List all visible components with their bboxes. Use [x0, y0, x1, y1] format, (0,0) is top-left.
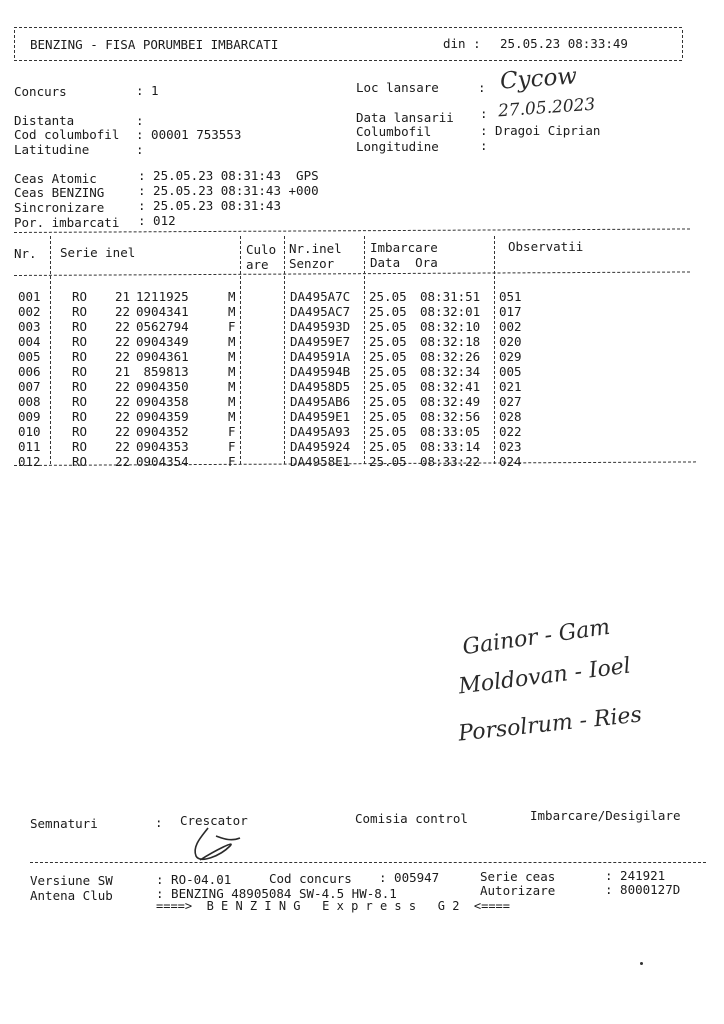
cell-data: 25.05: [369, 408, 407, 424]
cell-ora: 08:32:34: [420, 363, 481, 379]
cell-sex: M: [228, 348, 236, 364]
cell-tara: RO: [72, 438, 88, 454]
cell-nr: 010: [18, 423, 41, 439]
cell-sex: F: [228, 423, 236, 439]
ceas-atomic-value: : 25.05.23 08:31:43 GPS: [138, 168, 319, 183]
imbarcare-desigilare-label: Imbarcare/Desigilare: [530, 808, 681, 823]
data-lansarii-label: Data lansarii: [356, 110, 454, 125]
cell-an: 21: [115, 289, 131, 304]
cell-inel: 0904341: [136, 303, 189, 319]
cell-tara: RO: [72, 348, 88, 364]
cell-data: 25.05: [369, 289, 407, 304]
cod-concurs-label: Cod concurs: [269, 871, 352, 886]
cell-tara: RO: [72, 453, 88, 469]
cell-senzor: DA49591A: [290, 348, 351, 364]
cell-obs: 022: [499, 423, 522, 439]
cell-obs: 017: [499, 303, 522, 319]
serie-ceas-value: : 241921: [605, 868, 666, 883]
cell-inel: 0904349: [136, 333, 189, 349]
cell-ora: 08:33:05: [420, 423, 481, 439]
longitudine-label: Longitudine: [356, 139, 439, 154]
concurs-label: Concurs: [14, 84, 67, 99]
cell-data: 25.05: [369, 348, 407, 364]
cell-data: 25.05: [369, 438, 407, 454]
ceas-benzing-value: : 25.05.23 08:31:43 +000: [138, 183, 319, 198]
cell-inel: 0904354: [136, 453, 189, 469]
col-divider-senzor: [364, 236, 365, 464]
cell-sex: F: [228, 438, 236, 454]
th-nr-inel: Nr.inel: [289, 241, 342, 256]
cell-an: 22: [115, 348, 131, 364]
comisia-control-label: Comisia control: [355, 811, 468, 826]
cell-senzor: DA4959E1: [290, 408, 351, 424]
col-divider-serie: [240, 236, 241, 464]
th-are: are: [246, 257, 269, 272]
loc-lansare-colon: :: [478, 80, 486, 95]
cell-an: 22: [115, 318, 131, 334]
th-culo: Culo: [246, 242, 277, 257]
cell-inel: 0904352: [136, 423, 189, 439]
cell-data: 25.05: [369, 363, 407, 379]
cell-senzor: DA49594B: [290, 363, 351, 379]
cell-sex: M: [228, 289, 236, 304]
cell-tara: RO: [72, 393, 88, 409]
concurs-value: : 1: [136, 83, 159, 98]
cell-ora: 08:32:10: [420, 318, 481, 334]
cell-an: 22: [115, 438, 131, 454]
cell-senzor: DA4959E7: [290, 333, 351, 349]
cell-tara: RO: [72, 363, 88, 379]
cell-senzor: DA495A7C: [290, 289, 351, 304]
header-right-border: [682, 30, 683, 58]
versiune-sw-value: : RO-04.01: [156, 872, 232, 887]
th-serie-inel: Serie inel: [60, 245, 136, 260]
distanta-value: :: [136, 113, 144, 128]
cell-an: 22: [115, 408, 131, 424]
cell-senzor: DA495AC7: [290, 303, 351, 319]
cell-an: 22: [115, 378, 131, 394]
cell-an: 22: [115, 453, 131, 469]
cod-columbofil-value: : 00001 753553: [136, 127, 242, 142]
cell-tara: RO: [72, 333, 88, 349]
cell-data: 25.05: [369, 333, 407, 349]
cell-obs: 021: [499, 378, 522, 394]
cell-inel: 0562794: [136, 318, 189, 334]
cell-obs: 027: [499, 393, 522, 409]
ceas-benzing-label: Ceas BENZING: [14, 185, 105, 200]
serie-ceas-label: Serie ceas: [480, 869, 556, 884]
crescator-label: Crescator: [180, 813, 248, 828]
document-title: BENZING - FISA PORUMBEI IMBARCATI: [30, 37, 279, 52]
latitudine-label: Latitudine: [14, 142, 90, 157]
cell-ora: 08:32:56: [420, 408, 481, 424]
cell-tara: RO: [72, 318, 88, 334]
cell-nr: 004: [18, 333, 41, 349]
cell-an: 21: [115, 363, 131, 379]
columbofil-value: : Dragoi Ciprian: [480, 123, 601, 138]
cell-obs: 029: [499, 348, 522, 364]
stray-dot: [640, 962, 643, 965]
cell-senzor: DA4958D5: [290, 378, 351, 394]
cell-nr: 012: [18, 453, 41, 469]
col-divider-culoare: [284, 236, 285, 464]
cell-an: 22: [115, 393, 131, 409]
sincronizare-label: Sincronizare: [14, 200, 105, 215]
cell-nr: 003: [18, 318, 41, 334]
header-left-border: [14, 30, 15, 58]
data-lansarii-handwritten: 27.05.2023: [497, 94, 596, 122]
th-senzor: Senzor: [289, 256, 335, 271]
handwritten-signature-1: Gainor - Gam: [460, 614, 612, 661]
cell-tara: RO: [72, 378, 88, 394]
cell-nr: 009: [18, 408, 41, 424]
cell-ora: 08:33:14: [420, 438, 481, 454]
cell-obs: 051: [499, 289, 522, 304]
cell-inel: 1211925: [136, 289, 189, 304]
versiune-sw-label: Versiune SW: [30, 873, 113, 888]
cell-obs: 028: [499, 408, 522, 424]
cell-obs: 020: [499, 333, 522, 349]
cell-ora: 08:32:26: [420, 348, 481, 364]
table-header-separator: [14, 271, 690, 276]
autorizare-value: : 8000127D: [605, 882, 681, 897]
cell-data: 25.05: [369, 393, 407, 409]
header-top-border: [14, 27, 682, 28]
cell-sex: M: [228, 393, 236, 409]
footer-separator: [30, 862, 706, 863]
cell-nr: 008: [18, 393, 41, 409]
cell-sex: M: [228, 378, 236, 394]
cell-senzor: DA495A93: [290, 423, 351, 439]
cell-tara: RO: [72, 408, 88, 424]
cell-inel: 0904361: [136, 348, 189, 364]
por-imbarcati-label: Por. imbarcati: [14, 215, 120, 230]
crescator-signature-scribble: [186, 826, 246, 866]
cell-sex: M: [228, 363, 236, 379]
latitudine-value: :: [136, 142, 144, 157]
cell-data: 25.05: [369, 423, 407, 439]
th-observatii: Observatii: [508, 239, 584, 254]
cell-nr: 006: [18, 363, 41, 379]
cell-sex: F: [228, 318, 236, 334]
cell-sex: M: [228, 408, 236, 424]
th-imbarcare: Imbarcare: [370, 240, 438, 255]
columbofil-label: Columbofil: [356, 124, 432, 139]
antena-club-value: : BENZING 48905084 SW-4.5 HW-8.1: [156, 886, 397, 901]
cell-tara: RO: [72, 289, 88, 304]
por-imbarcati-value: : 012: [138, 213, 176, 228]
cell-ora: 08:31:51: [420, 289, 481, 304]
handwritten-signature-3: Porsolrum - Ries: [457, 702, 643, 747]
cell-nr: 007: [18, 378, 41, 394]
din-label: din :: [443, 36, 481, 51]
ceas-atomic-label: Ceas Atomic: [14, 171, 97, 186]
semnaturi-colon: :: [155, 815, 163, 830]
cell-an: 22: [115, 333, 131, 349]
data-lansarii-colon: :: [480, 106, 488, 121]
cell-inel: 0904359: [136, 408, 189, 424]
col-divider-imbarcare: [494, 236, 495, 464]
cell-ora: 08:33:22: [420, 453, 481, 469]
cell-obs: 005: [499, 363, 522, 379]
cell-obs: 023: [499, 438, 522, 454]
cell-ora: 08:32:41: [420, 378, 481, 394]
cell-data: 25.05: [369, 303, 407, 319]
cell-inel: 859813: [143, 363, 189, 379]
cell-nr: 005: [18, 348, 41, 364]
cell-nr: 011: [18, 438, 41, 454]
cell-obs: 002: [499, 318, 522, 334]
cell-obs: 024: [499, 453, 522, 469]
header-bottom-border: [14, 60, 682, 61]
loc-lansare-label: Loc lansare: [356, 80, 439, 95]
cod-concurs-value: : 005947: [379, 870, 440, 885]
col-divider-nr: [50, 236, 51, 464]
cell-data: 25.05: [369, 318, 407, 334]
cell-inel: 0904350: [136, 378, 189, 394]
th-data-ora: Data Ora: [370, 255, 438, 270]
cell-sex: F: [228, 453, 236, 469]
cell-tara: RO: [72, 423, 88, 439]
cell-ora: 08:32:49: [420, 393, 481, 409]
cell-senzor: DA49593D: [290, 318, 351, 334]
cell-senzor: DA4958E1: [290, 453, 351, 469]
cell-senzor: DA495924: [290, 438, 351, 454]
loc-lansare-handwritten: Cycow: [499, 63, 578, 95]
document-datetime: 25.05.23 08:33:49: [500, 36, 628, 51]
cell-data: 25.05: [369, 453, 407, 469]
cell-nr: 002: [18, 303, 41, 319]
cell-senzor: DA495AB6: [290, 393, 351, 409]
cell-an: 22: [115, 303, 131, 319]
cell-an: 22: [115, 423, 131, 439]
cell-ora: 08:32:01: [420, 303, 481, 319]
cell-inel: 0904358: [136, 393, 189, 409]
cell-data: 25.05: [369, 378, 407, 394]
cod-columbofil-label: Cod columbofil: [14, 127, 120, 142]
th-nr: Nr.: [14, 246, 37, 261]
cell-inel: 0904353: [136, 438, 189, 454]
cell-ora: 08:32:18: [420, 333, 481, 349]
handwritten-signature-2: Moldovan - Ioel: [457, 653, 633, 700]
antena-club-label: Antena Club: [30, 888, 113, 903]
semnaturi-label: Semnaturi: [30, 816, 98, 831]
autorizare-label: Autorizare: [480, 883, 556, 898]
longitudine-value: :: [480, 138, 488, 153]
cell-tara: RO: [72, 303, 88, 319]
sincronizare-value: : 25.05.23 08:31:43: [138, 198, 281, 213]
cell-sex: M: [228, 303, 236, 319]
cell-sex: M: [228, 333, 236, 349]
cell-nr: 001: [18, 289, 41, 304]
benzing-express-banner: ====> B E N Z I N G E x p r e s s G 2 <====: [156, 899, 511, 913]
distanta-label: Distanta: [14, 113, 75, 128]
